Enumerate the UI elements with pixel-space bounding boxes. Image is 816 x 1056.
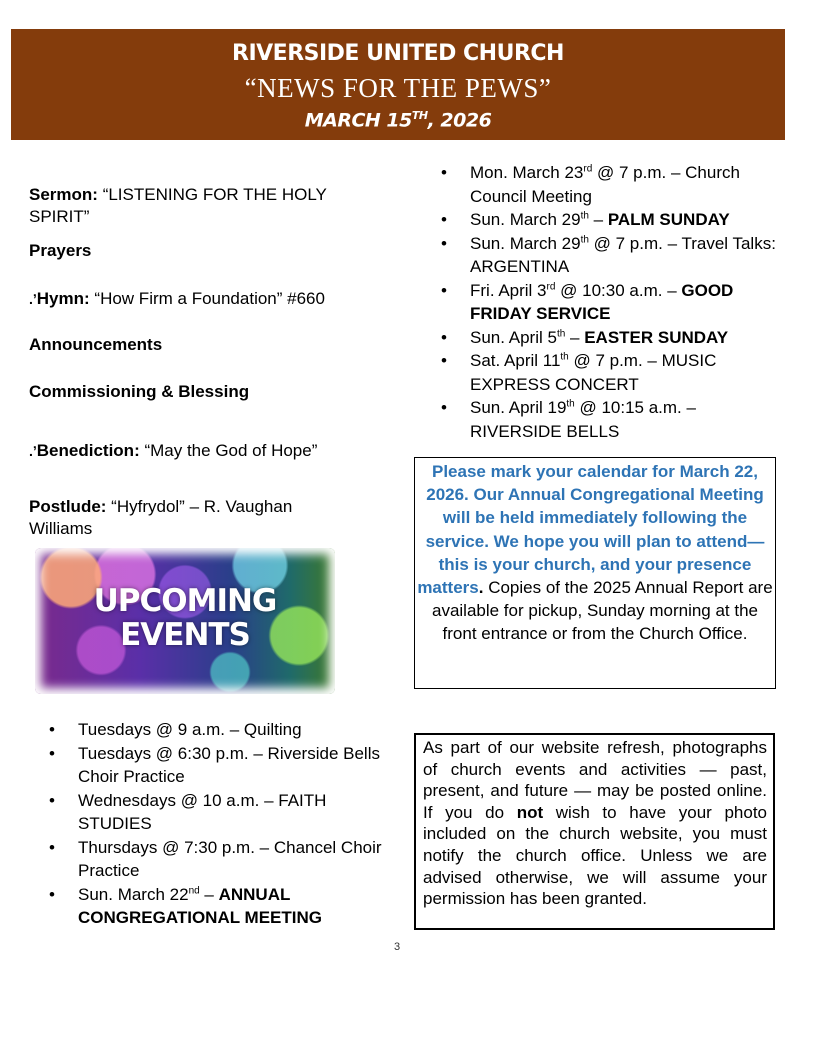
upcoming-events-heading: UPCOMING EVENTS	[93, 583, 277, 653]
events-list-left	[45, 718, 385, 930]
newsletter-date: MARCH 15TH, 2026	[304, 109, 492, 132]
photo-permission-notice: As part of our website refresh, photographs of church events and activities — past, present, and future — may be posted online. If you do not wish to have your photo included on the church website, you must notify the church office. Unless we are advised otherwise, we will assume your permission has been granted.	[414, 733, 775, 930]
event-item: • Sun. April 5th – EASTER SUNDAY	[437, 326, 782, 350]
annual-meeting-highlight: Please mark your calendar for March 22, 2026. Our Annual Congregational Meeting will be held immediately following the service. We hope you will plan to attend—this is your church, and your presence matters	[417, 462, 765, 598]
newsletter-title: “NEWS FOR THE PEWS”	[244, 73, 552, 103]
events-list-right	[437, 161, 782, 443]
commissioning-item: Commissioning & Blessing	[29, 382, 250, 401]
event-item: • Fri. April 3rd @ 10:30 a.m. – GOOD FRIDAY SERVICE	[437, 279, 782, 326]
announcements-item: Announcements	[29, 335, 163, 354]
event-item: • Sun. March 29th @ 7 p.m. – Travel Talks: ARGENTINA	[437, 232, 782, 279]
upcoming-events-image	[35, 548, 335, 694]
stand-marker-icon: .ʼ	[29, 443, 37, 459]
prayers-item: Prayers	[29, 241, 92, 260]
annual-meeting-notice: Please mark your calendar for March 22, 2026. Our Annual Congregational Meeting will be held immediately following the service. We hope you will plan to attend—this is your church, and your presence matters. Copies of the 2025 Annual Report are available for pickup, Sunday morning at the front entrance or from the Church Office.	[414, 457, 776, 689]
event-item: • Sun. March 29th – PALM SUNDAY	[437, 208, 782, 232]
postlude-item: Postlude: “Hyfrydol” – R. Vaughan Williams	[29, 497, 293, 538]
event-item: • Sun. April 19th @ 10:15 a.m. – RIVERSIDE BELLS	[437, 396, 782, 443]
event-item: • Sun. March 22nd – ANNUAL CONGREGATIONAL MEETING	[45, 883, 385, 930]
sermon-item: Sermon: “LISTENING FOR THE HOLY SPIRIT”	[29, 185, 327, 226]
church-name: RIVERSIDE UNITED CHURCH	[232, 41, 564, 66]
event-item: • Wednesdays @ 10 a.m. – FAITH STUDIES	[45, 789, 385, 836]
stand-marker-icon: .ʼ	[29, 291, 37, 307]
event-item: • Mon. March 23rd @ 7 p.m. – Church Council Meeting	[437, 161, 782, 208]
event-item: • Tuesdays @ 6:30 p.m. – Riverside Bells Choir Practice	[45, 742, 385, 789]
event-item: • Tuesdays @ 9 a.m. – Quilting	[45, 718, 385, 742]
page-number: 3	[394, 941, 401, 953]
hymn-item: .ʼHymn: “How Firm a Foundation” #660	[29, 289, 325, 308]
annual-report-note: Copies of the 2025 Annual Report are available for pickup, Sunday morning at the front entrance or from the Church Office.	[431, 578, 773, 644]
benediction-item: .ʼBenediction: “May the God of Hope”	[29, 441, 318, 460]
event-item: • Sat. April 11th @ 7 p.m. – MUSIC EXPRESS CONCERT	[437, 349, 782, 396]
newsletter-header	[11, 29, 785, 140]
event-item: • Thursdays @ 7:30 p.m. – Chancel Choir Practice	[45, 836, 385, 883]
